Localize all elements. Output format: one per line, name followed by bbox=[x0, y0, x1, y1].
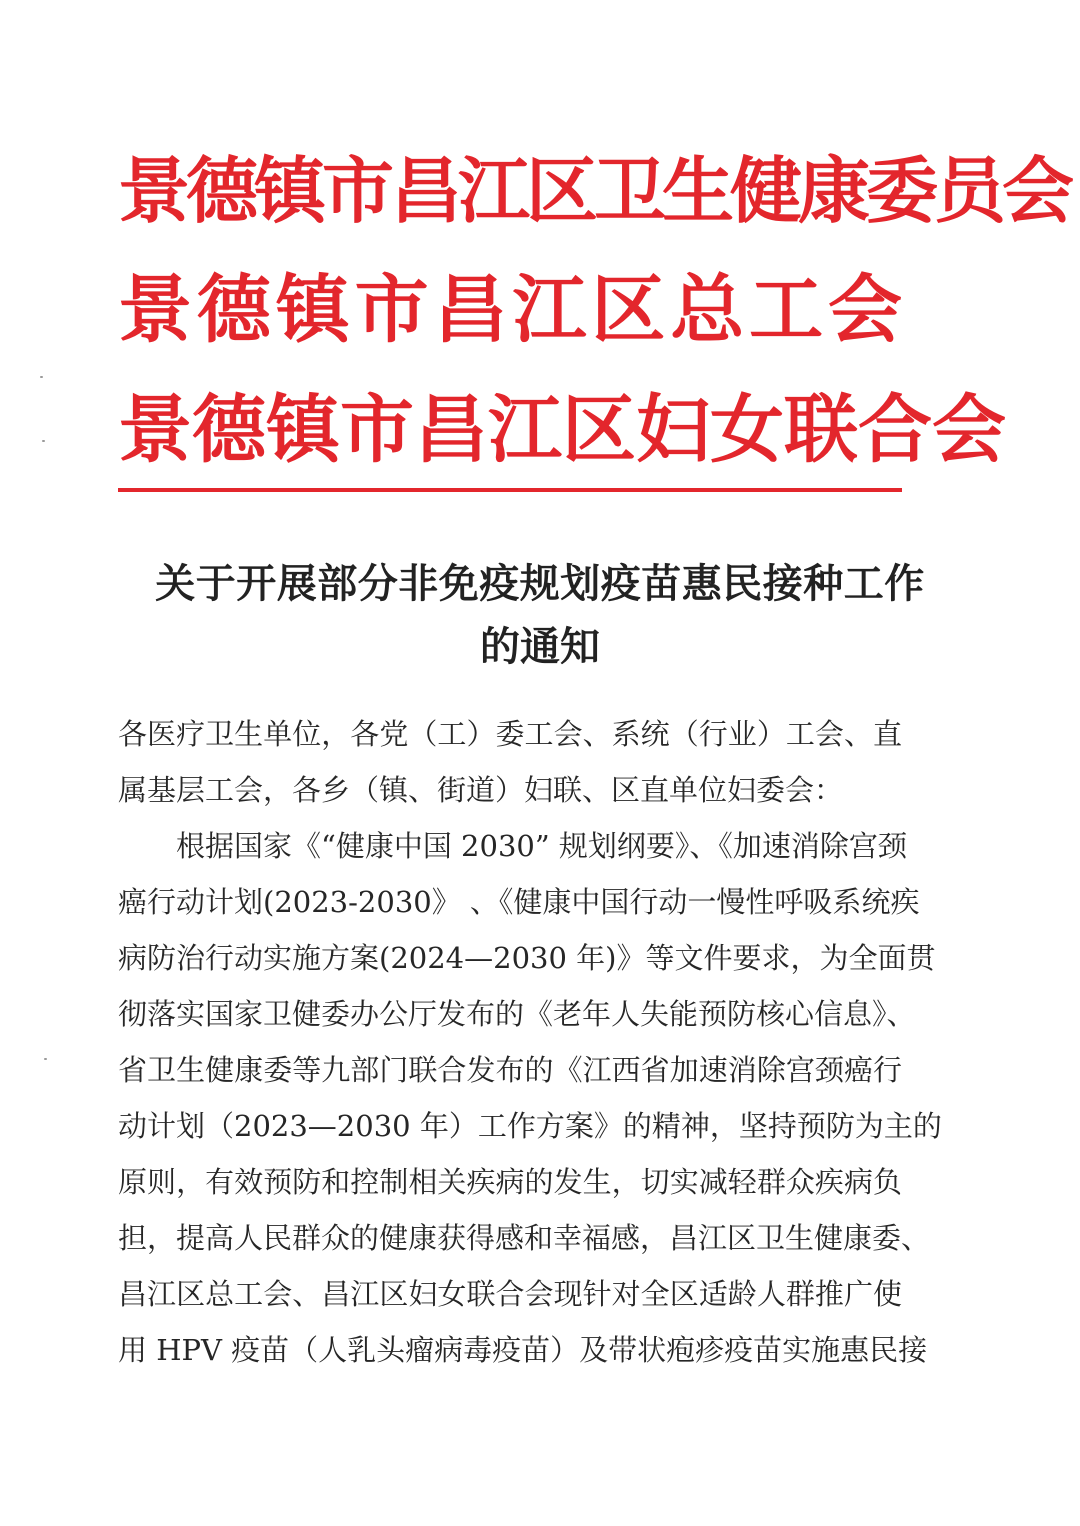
issuing-org-health-commission: 景德镇市昌江区卫生健康委员会 bbox=[118, 149, 1071, 233]
body-text-line: 癌行动计划(2023-2030》 、《健康中国行动一慢性呼吸系统疾 bbox=[118, 885, 920, 919]
document-title-line-2: 的通知 bbox=[480, 623, 600, 670]
issuing-org-federation-of-trade-unions: 景德镇市昌江区总工会 bbox=[118, 267, 902, 353]
scan-speck bbox=[42, 440, 45, 442]
body-text-line: 担，提高人民群众的健康获得感和幸福感，昌江区卫生健康委、 bbox=[118, 1221, 931, 1255]
scan-speck bbox=[40, 376, 43, 378]
body-text-line: 病防治行动实施方案(2024—2030 年)》等文件要求，为全面贯 bbox=[118, 941, 936, 975]
body-text-line: 用 HPV 疫苗（人乳头瘤病毒疫苗）及带状疱疹疫苗实施惠民接 bbox=[118, 1333, 928, 1367]
body-text-line: 根据国家《“健康中国 2030” 规划纲要》、《加速消除宫颈 bbox=[176, 829, 907, 863]
body-text-line: 原则，有效预防和控制相关疾病的发生，切实减轻群众疾病负 bbox=[118, 1165, 902, 1199]
document-title-line-1: 关于开展部分非免疫规划疫苗惠民接种工作 bbox=[155, 560, 925, 607]
issuing-org-womens-federation: 景德镇市昌江区妇女联合会 bbox=[118, 387, 1006, 473]
addressee-line-2: 属基层工会，各乡（镇、街道）妇联、区直单位妇委会： bbox=[118, 773, 844, 807]
addressee-line-1: 各医疗卫生单位，各党（工）委工会、系统（行业）工会、直 bbox=[118, 717, 902, 751]
body-text-line: 彻落实国家卫健委办公厅发布的《老年人失能预防核心信息》、 bbox=[118, 997, 916, 1031]
red-header-divider bbox=[118, 488, 902, 492]
body-text-line: 昌江区总工会、昌江区妇女联合会现针对全区适龄人群推广使 bbox=[118, 1277, 902, 1311]
scan-speck bbox=[44, 1058, 47, 1060]
body-text-line: 动计划（2023—2030 年）工作方案》的精神，坚持预防为主的 bbox=[118, 1109, 942, 1143]
body-text-line: 省卫生健康委等九部门联合发布的《江西省加速消除宫颈癌行 bbox=[118, 1053, 902, 1087]
